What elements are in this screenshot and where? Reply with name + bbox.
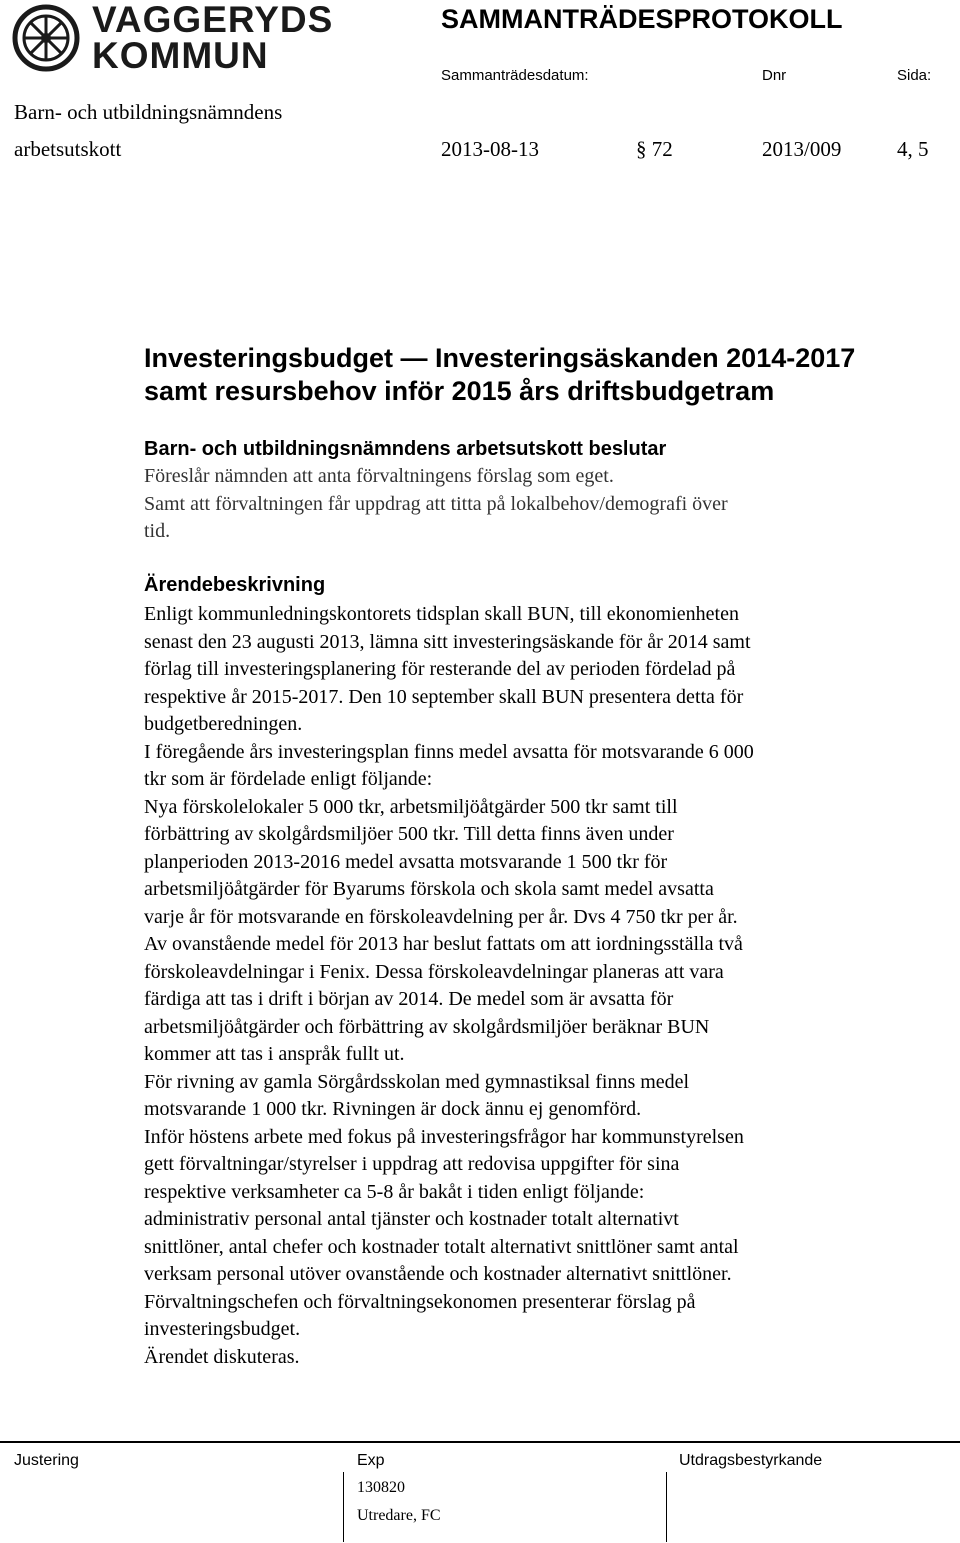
description-text: [144, 601, 944, 1371]
footer-column-divider: [666, 1472, 667, 1542]
utdrag-label: Utdragsbestyrkande: [679, 1452, 823, 1469]
meeting-date-label: Sammanträdesdatum:: [441, 67, 589, 84]
text-line: respektive år 2015-2017. Den 10 september skall BUN presentera detta för: [144, 685, 744, 708]
logo-text-line2: KOMMUN: [92, 35, 269, 76]
text-line: motsvarande 1 000 tkr. Rivningen är dock ännu ej genomförd.: [144, 1098, 642, 1120]
text-line: administrativ personal antal tjänster och kostnader totalt alternativt: [144, 1208, 679, 1230]
dnr-label: Dnr: [762, 67, 787, 84]
document-type: SAMMANTRÄDESPROTOKOLL: [441, 4, 843, 34]
text-line: Ärendet diskuteras.: [144, 1345, 300, 1368]
text-line: senast den 23 augusti 2013, lämna sitt investeringsäskande för år 2014 samt: [144, 630, 751, 653]
committee-subunit: arbetsutskott: [14, 137, 122, 161]
page-title: [144, 342, 855, 408]
text-line: Inför höstens arbete med fokus på investeringsfrågor har kommunstyrelsen: [144, 1125, 744, 1148]
exp-date: 130820: [357, 1479, 405, 1496]
title-line: Investeringsbudget — Investeringsäskanden 2014-2017: [144, 343, 856, 373]
diary-number: 2013/009: [762, 137, 842, 161]
text-line: verksam personal utöver ovanstående och kostnader alternativt snittlöner.: [144, 1263, 732, 1285]
page-numbers: 4, 5: [897, 137, 929, 161]
text-line: förbättring av skolgårdsmiljöer 500 tkr. Till detta finns även under: [144, 823, 674, 845]
exp-recipient: Utredare, FC: [357, 1507, 441, 1524]
exp-label: Exp: [357, 1452, 385, 1469]
text-line: respektive verksamheter ca 5-8 år bakåt i tiden enligt följande:: [144, 1180, 645, 1203]
text-line: färdiga att tas i drift i början av 2014. De medel som är avsatta för: [144, 988, 674, 1010]
committee-name: Barn- och utbildningsnämndens: [14, 100, 283, 124]
description-heading: Ärendebeskrivning: [144, 574, 326, 596]
text-line: tid.: [144, 520, 171, 542]
text-line: Föreslår nämnden att anta förvaltningens förslag som eget.: [144, 465, 614, 487]
text-line: tkr som är fördelade enligt följande:: [144, 768, 433, 790]
text-line: budgetberedningen.: [144, 713, 303, 735]
text-line: I föregående års investeringsplan finns medel avsatta för motsvarande 6 000: [144, 740, 754, 763]
page-label: Sida:: [897, 67, 932, 84]
footer-divider: [0, 1441, 960, 1443]
text-line: planperioden 2013-2016 medel avsatta motsvarande 1 500 tkr för: [144, 850, 668, 873]
text-line: arbetsmiljöåtgärder för Byarums förskola och skola samt medel avsatta: [144, 878, 714, 900]
decision-text: [144, 463, 944, 546]
municipality-logo: [12, 0, 342, 76]
text-line: förlag till investeringsplanering för resterande del av perioden fördelad på: [144, 658, 736, 680]
text-line: För rivning av gamla Sörgårdsskolan med gymnastiksal finns medel: [144, 1070, 690, 1093]
exp-details: [357, 1474, 441, 1530]
text-line: Av ovanstående medel för 2013 har beslut fattats om att iordningsställa två: [144, 933, 743, 955]
meeting-date: 2013-08-13: [441, 137, 539, 161]
logo-text-line1: VAGGERYDS: [92, 0, 334, 40]
text-line: Samt att förvaltningen får uppdrag att titta på lokalbehov/demografi över: [144, 492, 728, 515]
text-line: förskoleavdelningar i Fenix. Dessa förskoleavdelningar planeras att vara: [144, 960, 724, 983]
decision-heading: Barn- och utbildningsnämndens arbetsutskott beslutar: [144, 438, 667, 460]
text-line: snittlöner, antal chefer och kostnader totalt alternativt snittlöner samt antal: [144, 1235, 739, 1258]
text-line: investeringsbudget.: [144, 1318, 301, 1340]
text-line: kommer att tas i anspråk fullt ut.: [144, 1043, 405, 1065]
text-line: varje år för motsvarande en förskoleavdelning per år. Dvs 4 750 tkr per år.: [144, 905, 738, 928]
justering-label: Justering: [14, 1452, 79, 1469]
text-line: arbetsmiljöåtgärder och förbättring av skolgårdsmiljöer beräknar BUN: [144, 1015, 710, 1038]
text-line: Förvaltningschefen och förvaltningsekonomen presenterar förslag på: [144, 1290, 696, 1313]
text-line: gett förvaltningar/styrelser i uppdrag att redovisa uppgifter för sina: [144, 1153, 680, 1175]
title-line: samt resursbehov inför 2015 års driftsbudgetram: [144, 376, 775, 406]
text-line: Enligt kommunledningskontorets tidsplan skall BUN, till ekonomienheten: [144, 603, 739, 625]
footer-column-divider: [343, 1472, 344, 1542]
wheel-emblem-icon: [12, 4, 80, 72]
text-line: Nya förskolelokaler 5 000 tkr, arbetsmiljöåtgärder 500 tkr samt till: [144, 795, 678, 818]
paragraph-number: § 72: [636, 137, 673, 161]
